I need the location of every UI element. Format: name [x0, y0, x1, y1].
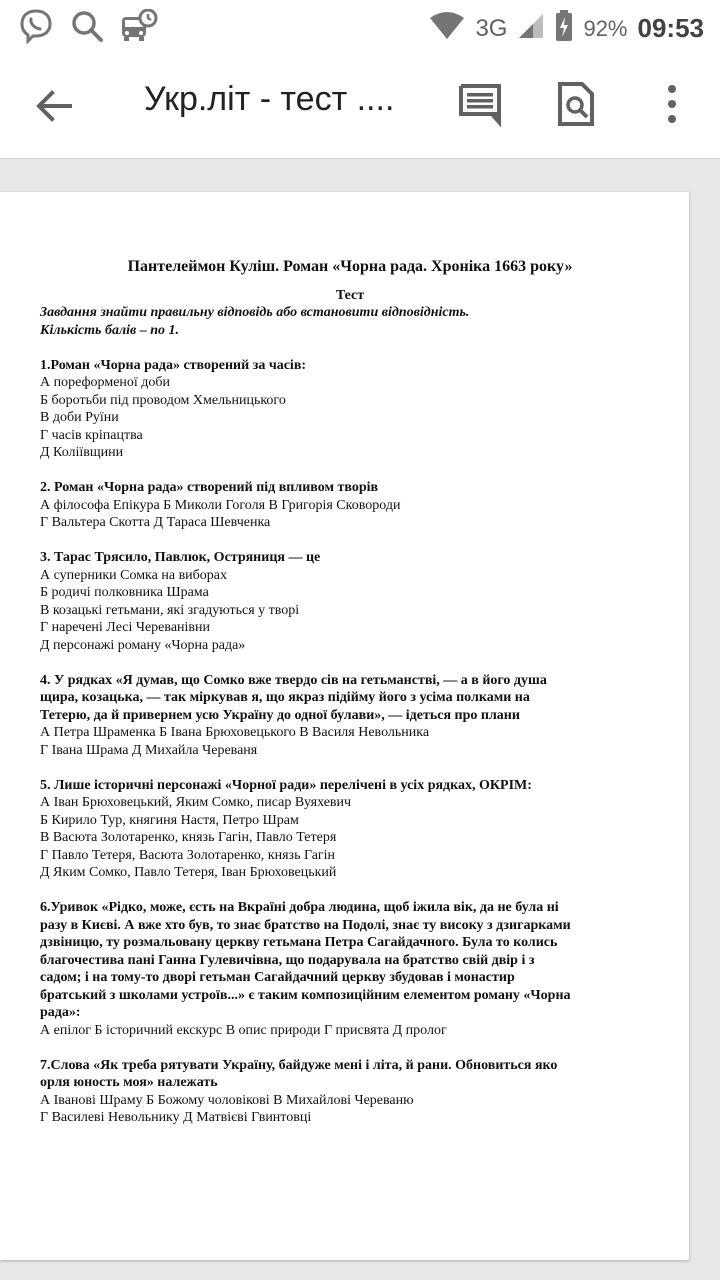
viber-icon — [18, 8, 54, 49]
answer-option: Г Павло Тетеря, Васюта Золотаренко, князь Гагін — [40, 847, 336, 863]
find-in-page-icon[interactable] — [552, 80, 600, 128]
question-text: дзвіницю, ту розмальовану церкву гетьмана Петра Сагайдачного. Була то колись — [40, 935, 558, 950]
answer-option: Г Вальтера Скотта Д Тараса Шевченка — [40, 515, 271, 530]
answer-option: А пореформеної доби — [40, 375, 171, 390]
answer-option: В козацькі гетьмани, які згадуються у творі — [40, 602, 300, 618]
doc-subtitle: Тест — [335, 287, 365, 303]
question-block — [40, 777, 660, 882]
spacer — [40, 462, 660, 480]
battery-percent: 92% — [583, 15, 628, 41]
battery-charging-icon — [555, 10, 573, 47]
spacer — [40, 532, 660, 550]
answer-option: Б Кирило Тур, княгиня Настя, Петро Шрам — [40, 812, 299, 828]
question-text: 7.Слова «Як треба рятувати Україну, байдуже мені і літа, й рани. Обновиться яко — [40, 1057, 558, 1073]
status-bar — [0, 0, 720, 50]
answer-option: А Іван Брюховецький, Яким Сомко, писар Вуяхевич — [40, 795, 352, 810]
instruction-line: Кількість балів – по 1. — [40, 322, 180, 338]
comments-icon[interactable] — [456, 80, 504, 128]
answer-option: Г часів кріпацтва — [40, 427, 143, 443]
document-body — [40, 256, 660, 1127]
spacer — [40, 339, 660, 357]
question-text: братський з школами устроїв...» є таким композиційним елементом роману «Чорна — [40, 987, 571, 1003]
document-page[interactable] — [0, 192, 689, 1260]
question-text: благочестива пані Ганна Гулевичівна, що подарувала на братство свій двір і з — [40, 952, 535, 968]
question-text: 6.Уривок «Рідко, може, єсть на Вкраїні добра людина, щоб іжила вік, да не була ні — [40, 900, 559, 915]
back-arrow-icon[interactable] — [30, 82, 78, 130]
question-text: разу в Києві. А вже хто був, то знає братство на Подолі, знає ту високу з дзигарками — [40, 917, 571, 933]
answer-option: А Петра Шраменка Б Івана Брюховецького В Василя Невольника — [40, 725, 430, 740]
answer-option: Д персонажі роману «Чорна рада» — [40, 637, 246, 653]
wifi-icon — [429, 12, 465, 45]
app-bar — [0, 50, 720, 159]
question-block — [40, 549, 660, 654]
network-type: 3G — [475, 14, 508, 42]
question-block — [40, 479, 660, 532]
question-text: орля юность моя» належать — [40, 1075, 218, 1090]
answer-option: А Івановi Шраму Б Божому чоловікові В Михайлові Череваню — [40, 1092, 414, 1108]
answer-option: Г наречені Лесі Череванівни — [40, 620, 211, 635]
question-block — [40, 357, 660, 462]
spacer — [40, 882, 660, 900]
spacer — [40, 654, 660, 672]
question-block — [40, 899, 660, 1039]
answer-option: А епілог Б історичний екскурс В опис природи Г присвята Д пролог — [40, 1022, 447, 1038]
question-text: Тетерю, да й привернем усю Україну до одної булави», — ідеться про плани — [40, 707, 520, 723]
doc-heading: Пантелеймон Куліш. Роман «Чорна рада. Хроніка 1663 року» — [127, 258, 573, 275]
question-block — [40, 672, 660, 760]
more-vert-icon[interactable] — [648, 80, 696, 128]
answer-option: В доби Руїни — [40, 410, 119, 425]
clock: 09:53 — [637, 13, 704, 43]
bus-schedule-icon — [120, 9, 158, 48]
question-text: 5. Лише історичні персонажі «Чорної ради» перелічені в усіх рядках, ОКРІМ: — [40, 777, 532, 793]
question-text: 3. Тарас Трясило, Павлюк, Остряниця — це — [40, 550, 321, 565]
spacer — [40, 759, 660, 777]
spacer — [40, 1039, 660, 1057]
document-title: Укр.літ - тест .... — [144, 80, 395, 118]
question-text: садом; і на тому-то дворі гетьман Сагайдачний церкву збудовав і монастир — [40, 970, 515, 985]
answer-option: В Васюта Золотаренко, князь Гагін, Павло Тетеря — [40, 830, 337, 845]
answer-option: Д Яким Сомко, Павло Тетеря, Іван Брюховецький — [40, 865, 337, 880]
question-text: 2. Роман «Чорна рада» створений під впливом творів — [40, 480, 379, 495]
search-icon — [70, 9, 104, 48]
question-text: 1.Роман «Чорна рада» створений за часів: — [40, 357, 307, 373]
answer-option: Д Коліївщини — [40, 445, 124, 460]
question-block — [40, 1057, 660, 1127]
answer-option: Б родичі полковника Шрама — [40, 585, 209, 600]
answer-option: Г Івана Шрама Д Михайла Череваня — [40, 742, 258, 758]
instruction-line: Завдання знайти правильну відповідь або встановити відповідність. — [40, 305, 470, 320]
answer-option: Б боротьби під проводом Хмельницького — [40, 392, 286, 408]
answer-option: Г Василеві Невольнику Д Матвієві Гвинтовці — [40, 1110, 312, 1125]
answer-option: А суперники Сомка на виборах — [40, 567, 228, 583]
question-text: щира, козацька, — так міркував я, що якраз підійму його з усіма полками на — [40, 690, 530, 705]
questions-list — [40, 339, 660, 1127]
answer-option: А філософа Епікура Б Миколи Гоголя В Григорія Сковороди — [40, 497, 401, 513]
question-text: 4. У рядках «Я думав, що Сомко вже твердо сів на гетьманстві, — а в його душа — [40, 672, 547, 688]
signal-icon — [517, 12, 545, 45]
question-text: рада»: — [40, 1005, 81, 1020]
